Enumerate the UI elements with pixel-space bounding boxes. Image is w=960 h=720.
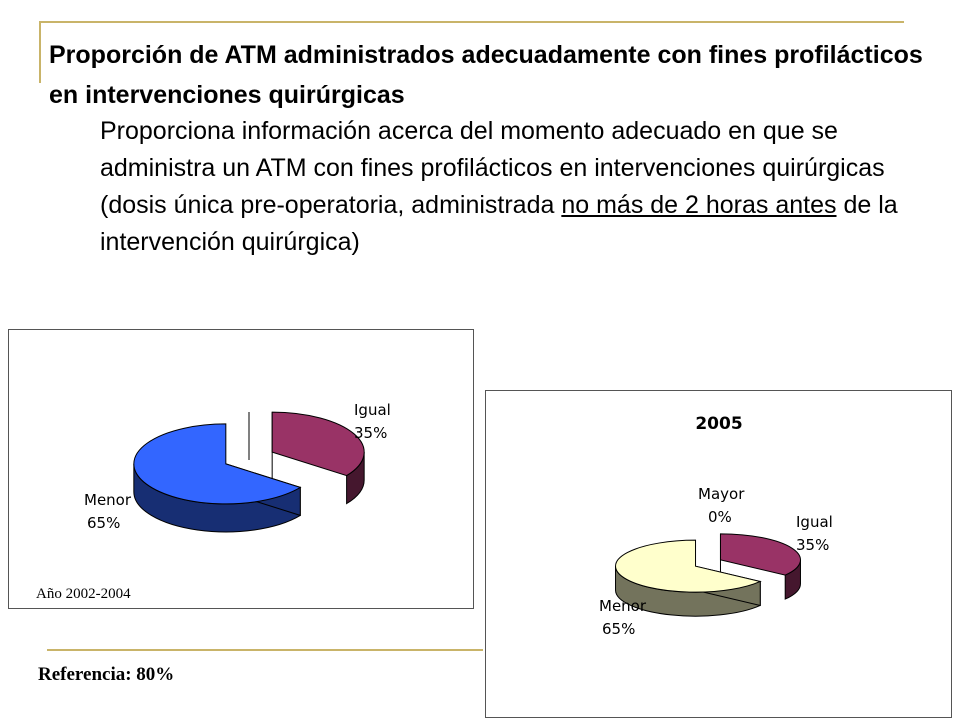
pie2-slice-igual [720, 534, 800, 575]
body-text-underlined: no más de 2 horas antes [561, 191, 837, 219]
slice-value-menor: 65% [87, 514, 121, 532]
slice-value-mayor: 0% [708, 508, 732, 526]
pie-chart-2005-svg [486, 391, 953, 719]
chart-title-2005: 2005 [695, 414, 743, 434]
slide-body [100, 113, 920, 261]
pie-chart-2002-2004 [8, 329, 474, 609]
left-rule [39, 21, 41, 83]
slide-title: Proporción de ATM administrados adecuadamente con fines profilácticos en intervenciones quirúrgicas [49, 41, 923, 109]
slice-label-igual-2005: Igual [796, 513, 833, 531]
top-rule [39, 21, 904, 23]
slice-value-menor-2005: 65% [602, 620, 636, 638]
slice-label-igual: Igual [354, 401, 391, 419]
pie1-slice-igual [272, 412, 364, 476]
body-text-end: de la intervención quirúrgica) [100, 191, 898, 256]
slice-value-igual: 35% [354, 424, 388, 442]
slice-value-igual-2005: 35% [796, 536, 830, 554]
reference-note: Referencia: 80% [38, 664, 175, 685]
slice-label-menor-2005: Menor [599, 597, 647, 615]
body-text-start: Proporciona información acerca del momento adecuado en que se administra un ATM con fines profilácticos en intervenciones quirúrgicas (dosis única pre-operatoria, administrada [100, 117, 885, 219]
slice-label-menor: Menor [84, 491, 132, 509]
bottom-rule [47, 649, 483, 651]
year-note: Año 2002-2004 [36, 586, 131, 602]
pie-chart-2002-2004-svg [9, 330, 475, 610]
slice-label-mayor: Mayor [698, 485, 745, 503]
pie-chart-2005 [485, 390, 952, 718]
